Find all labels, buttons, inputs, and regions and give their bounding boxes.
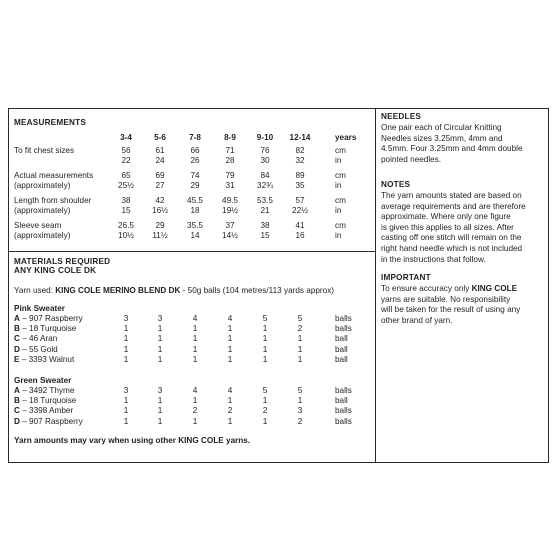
yarn-shade: – 3492 Thyme — [19, 386, 75, 395]
measurement-cm-value: 66 — [190, 146, 200, 155]
needles-line: One pair each of Circular Knitting — [381, 123, 502, 132]
yarn-shade: – 18 Turquoise — [19, 324, 77, 334]
measurement-in-value: 29 — [190, 181, 200, 190]
measurement-cm-value: 56 — [121, 146, 131, 155]
size-header-cell: 5-6 — [154, 133, 166, 142]
yarn-quantity: 1 — [297, 354, 303, 364]
measurement-in-value: 11½ — [152, 231, 168, 240]
yarn-quantity: 1 — [123, 396, 129, 406]
yarn-quantity: 1 — [297, 396, 303, 406]
measurement-cm-value: 76 — [260, 146, 270, 155]
yarn-quantity: 1 — [192, 354, 198, 364]
measurement-in-value: 15 — [121, 206, 131, 215]
yarn-quantity: 1 — [227, 416, 233, 426]
yarn-label — [14, 406, 73, 416]
important-line: other brand of yarn. — [381, 315, 453, 325]
measurement-in-value: 18 — [190, 206, 200, 215]
yarn-shade: – 18 Turquoise — [19, 396, 77, 406]
measurement-in-value: 35 — [295, 181, 305, 190]
yarn-quantity: 1 — [123, 416, 129, 426]
yarn-quantity: 1 — [157, 406, 163, 416]
needles-notes-column — [376, 109, 548, 462]
yarn-quantity: 1 — [262, 396, 268, 406]
measurement-cm-value: 45.5 — [187, 196, 203, 205]
yarn-quantity: 3 — [157, 314, 163, 323]
yarn-used-line — [14, 286, 334, 296]
measurement-in-value: 10½ — [118, 231, 134, 240]
yarn-quantity: 1 — [262, 324, 268, 334]
yarn-unit: balls — [335, 324, 352, 334]
yarn-quantity: 1 — [157, 396, 163, 406]
yarn-unit: ball — [335, 334, 348, 344]
measurement-in-value: 19½ — [222, 206, 238, 215]
materials-heading: MATERIALS REQUIRED — [14, 257, 111, 266]
measurement-in-value: 22½ — [292, 206, 308, 215]
measurement-cm-value: 41 — [295, 221, 305, 230]
measurement-cm-value: 26.5 — [118, 221, 134, 230]
unit-cm: cm — [335, 221, 346, 230]
unit-in: in — [335, 206, 342, 215]
needles-heading: NEEDLES — [381, 112, 422, 121]
measurement-cm-value: 74 — [190, 171, 200, 180]
yarn-label — [14, 324, 76, 334]
needles-line: 4.5mm. Four 3.25mm and 4mm double — [381, 144, 523, 154]
measurement-in-value: 31 — [225, 181, 235, 190]
needles-line: Needles sizes 3.25mm, 4mm and — [381, 133, 503, 143]
yarn-letter: D — [14, 416, 20, 426]
measurement-cm-value: 57 — [295, 196, 305, 205]
measurement-cm-value: 38 — [260, 221, 270, 230]
yarn-label — [14, 396, 76, 406]
yarn-shade: – 3393 Walnut — [19, 354, 75, 364]
measurement-label: To fit chest sizes — [14, 146, 75, 155]
yarn-letter: D — [14, 344, 20, 354]
yarn-quantity: 5 — [297, 314, 303, 323]
notes-line: in the instructions that follow. — [381, 254, 486, 264]
yarn-quantity: 1 — [157, 324, 163, 334]
yarn-quantity: 2 — [262, 406, 268, 416]
unit-cm: cm — [335, 146, 346, 155]
notes-line: approximate. Where only one figure — [381, 212, 511, 222]
yarn-quantity: 5 — [262, 314, 268, 323]
unit-cm: cm — [335, 196, 346, 205]
yarn-quantity: 1 — [227, 354, 233, 364]
pink-sweater-title: Pink Sweater — [14, 304, 65, 313]
yarn-quantity: 1 — [227, 396, 233, 406]
measurements-materials-column — [9, 109, 376, 462]
notes-line: right hand needle which is not included — [381, 244, 523, 253]
materials-subheading: ANY KING COLE DK — [14, 266, 97, 275]
size-header-cell: 9-10 — [256, 133, 274, 142]
yarn-quantity: 1 — [157, 416, 163, 426]
yarn-shade: – 55 Gold — [19, 344, 58, 354]
yarn-quantity: 1 — [192, 396, 198, 406]
important-line: will be taken for the result of using any — [381, 305, 521, 315]
yarn-label — [14, 334, 57, 344]
yarn-quantity: 1 — [192, 324, 198, 334]
measurement-sublabel: (approximately) — [14, 181, 71, 190]
yarn-quantity: 3 — [157, 386, 163, 395]
yarn-unit: balls — [335, 416, 352, 426]
yarn-shade: – 907 Raspberry — [19, 416, 83, 426]
measurement-cm-value: 79 — [225, 171, 235, 180]
measurement-in-value: 30 — [260, 156, 270, 165]
unit-in: in — [335, 156, 342, 165]
measurement-cm-value: 82 — [295, 146, 305, 155]
measurement-in-value: 28 — [225, 156, 235, 165]
yarn-quantity: 4 — [192, 386, 198, 395]
size-header-cell: 7-8 — [189, 133, 201, 142]
notes-line: is given this applies to all sizes. After — [381, 222, 514, 232]
measurement-in-value: 16 — [295, 231, 305, 240]
yarn-used-details: - 50g balls (104 metres/113 yards approx) — [180, 286, 335, 295]
yarn-shade: – 3398 Amber — [19, 406, 74, 416]
important-brand: KING COLE — [471, 284, 518, 293]
measurement-cm-value: 37 — [225, 221, 235, 230]
yarn-quantity: 5 — [297, 386, 303, 395]
yarn-unit: ball — [335, 396, 348, 406]
yarn-quantity: 4 — [192, 314, 198, 323]
measurement-cm-value: 49.5 — [222, 196, 238, 205]
unit-in: in — [335, 231, 342, 240]
measurement-in-value: 32 — [295, 156, 305, 165]
measurement-cm-value: 61 — [155, 146, 165, 155]
measurement-cm-value: 71 — [225, 146, 235, 155]
green-sweater-title: Green Sweater — [14, 376, 72, 385]
yarn-quantity: 1 — [262, 354, 268, 364]
measurement-cm-value: 69 — [155, 171, 165, 180]
measurement-in-value: 15 — [260, 231, 270, 240]
notes-line: average requirements and are therefore — [381, 201, 526, 211]
yarn-footnote: Yarn amounts may vary when using other KING COLE yarns. — [14, 436, 251, 445]
yarn-used-brand: KING COLE MERINO BLEND DK — [55, 286, 181, 295]
size-header-cell: 3-4 — [120, 133, 132, 142]
yarn-letter: A — [14, 314, 20, 323]
yarn-quantity: 1 — [123, 354, 129, 364]
measurement-in-value: 16½ — [152, 206, 168, 215]
yarn-quantity: 1 — [227, 334, 233, 344]
yarn-unit: balls — [335, 386, 352, 395]
yarn-letter: C — [14, 334, 20, 344]
yarn-label — [14, 386, 74, 396]
measurement-label: Length from shoulder — [14, 196, 92, 205]
yarn-quantity: 3 — [297, 406, 303, 416]
measurement-in-value: 21 — [260, 206, 270, 215]
yarn-quantity: 1 — [123, 344, 129, 354]
measurement-in-value: 22 — [121, 156, 131, 165]
measurement-in-value: 24 — [155, 156, 165, 165]
yarn-shade: – 46 Aran — [19, 334, 58, 344]
yarn-quantity: 4 — [227, 386, 233, 395]
measurement-label: Sleeve seam — [14, 221, 62, 230]
yarn-quantity: 1 — [157, 354, 163, 364]
section-divider — [9, 251, 375, 252]
important-heading: IMPORTANT — [381, 273, 431, 282]
yarn-letter: B — [14, 324, 20, 334]
yarn-quantity: 5 — [262, 386, 268, 395]
yarn-letter: C — [14, 406, 20, 416]
measurement-in-value: 14 — [190, 231, 200, 240]
yarn-unit: ball — [335, 354, 348, 364]
measurement-cm-value: 89 — [295, 171, 305, 180]
yarn-label — [14, 417, 83, 427]
yarn-used-prefix: Yarn used: — [14, 286, 56, 295]
size-header-cell: 12-14 — [289, 133, 311, 142]
measurement-sublabel: (approximately) — [14, 231, 71, 240]
important-line: yarns are suitable. No responsibility — [381, 294, 511, 304]
yarn-label — [14, 345, 58, 355]
yarn-quantity: 1 — [262, 416, 268, 426]
yarn-quantity: 2 — [297, 416, 303, 426]
yarn-quantity: 1 — [192, 344, 198, 354]
measurement-cm-value: 84 — [260, 171, 270, 180]
measurement-sublabel: (approximately) — [14, 206, 71, 215]
important-prefix: To ensure accuracy only — [381, 284, 472, 293]
unit-cm: cm — [335, 171, 346, 180]
yarn-quantity: 1 — [227, 324, 233, 334]
yarn-quantity: 1 — [262, 334, 268, 344]
yarn-quantity: 1 — [297, 334, 303, 344]
measurement-in-value: 25½ — [118, 181, 134, 190]
yarn-shade: – 907 Raspberry — [19, 314, 83, 323]
yarn-quantity: 1 — [157, 344, 163, 354]
yarn-quantity: 1 — [192, 416, 198, 426]
yarn-quantity: 2 — [297, 324, 303, 334]
important-line-1 — [381, 284, 517, 294]
yarn-quantity: 2 — [192, 406, 198, 416]
yarn-quantity: 3 — [123, 314, 129, 323]
yarn-letter: E — [14, 354, 20, 364]
yarn-quantity: 1 — [123, 406, 129, 416]
yarn-quantity: 1 — [157, 334, 163, 344]
yarn-quantity: 4 — [227, 314, 233, 323]
notes-line: casting off one stitch will remain on the — [381, 233, 522, 243]
yarn-quantity: 2 — [227, 406, 233, 416]
unit-in: in — [335, 181, 342, 190]
measurement-in-value: 27 — [155, 181, 165, 190]
measurement-cm-value: 53.5 — [257, 196, 273, 205]
measurement-cm-value: 35.5 — [187, 221, 203, 230]
yarn-quantity: 1 — [227, 344, 233, 354]
yarn-label — [14, 314, 83, 324]
size-header-cell: 8-9 — [224, 133, 236, 142]
yarn-quantity: 1 — [192, 334, 198, 344]
notes-line: The yarn amounts stated are based on — [381, 191, 522, 200]
measurement-cm-value: 38 — [121, 196, 131, 205]
yarn-letter: B — [14, 396, 20, 406]
yarn-quantity: 3 — [123, 386, 129, 395]
pattern-info-panel — [8, 108, 549, 463]
yarn-unit: balls — [335, 314, 352, 323]
yarn-quantity: 1 — [123, 324, 129, 334]
yarn-unit: balls — [335, 406, 352, 416]
yarn-unit: ball — [335, 344, 348, 354]
measurement-label: Actual measurements — [14, 171, 94, 180]
unit-header: years — [335, 133, 357, 142]
measurement-cm-value: 65 — [121, 171, 131, 180]
measurement-in-value: 32¾ — [257, 181, 273, 190]
needles-line: pointed needles. — [381, 154, 442, 164]
measurement-in-value: 26 — [190, 156, 200, 165]
yarn-quantity: 1 — [123, 334, 129, 344]
yarn-letter: A — [14, 386, 20, 395]
measurement-in-value: 14½ — [222, 231, 238, 240]
yarn-quantity: 1 — [262, 344, 268, 354]
measurement-cm-value: 42 — [155, 196, 165, 205]
notes-heading: NOTES — [381, 180, 411, 189]
measurement-cm-value: 29 — [155, 221, 165, 230]
measurements-heading: MEASUREMENTS — [14, 118, 86, 127]
yarn-quantity: 1 — [297, 344, 303, 354]
yarn-label — [14, 355, 74, 365]
